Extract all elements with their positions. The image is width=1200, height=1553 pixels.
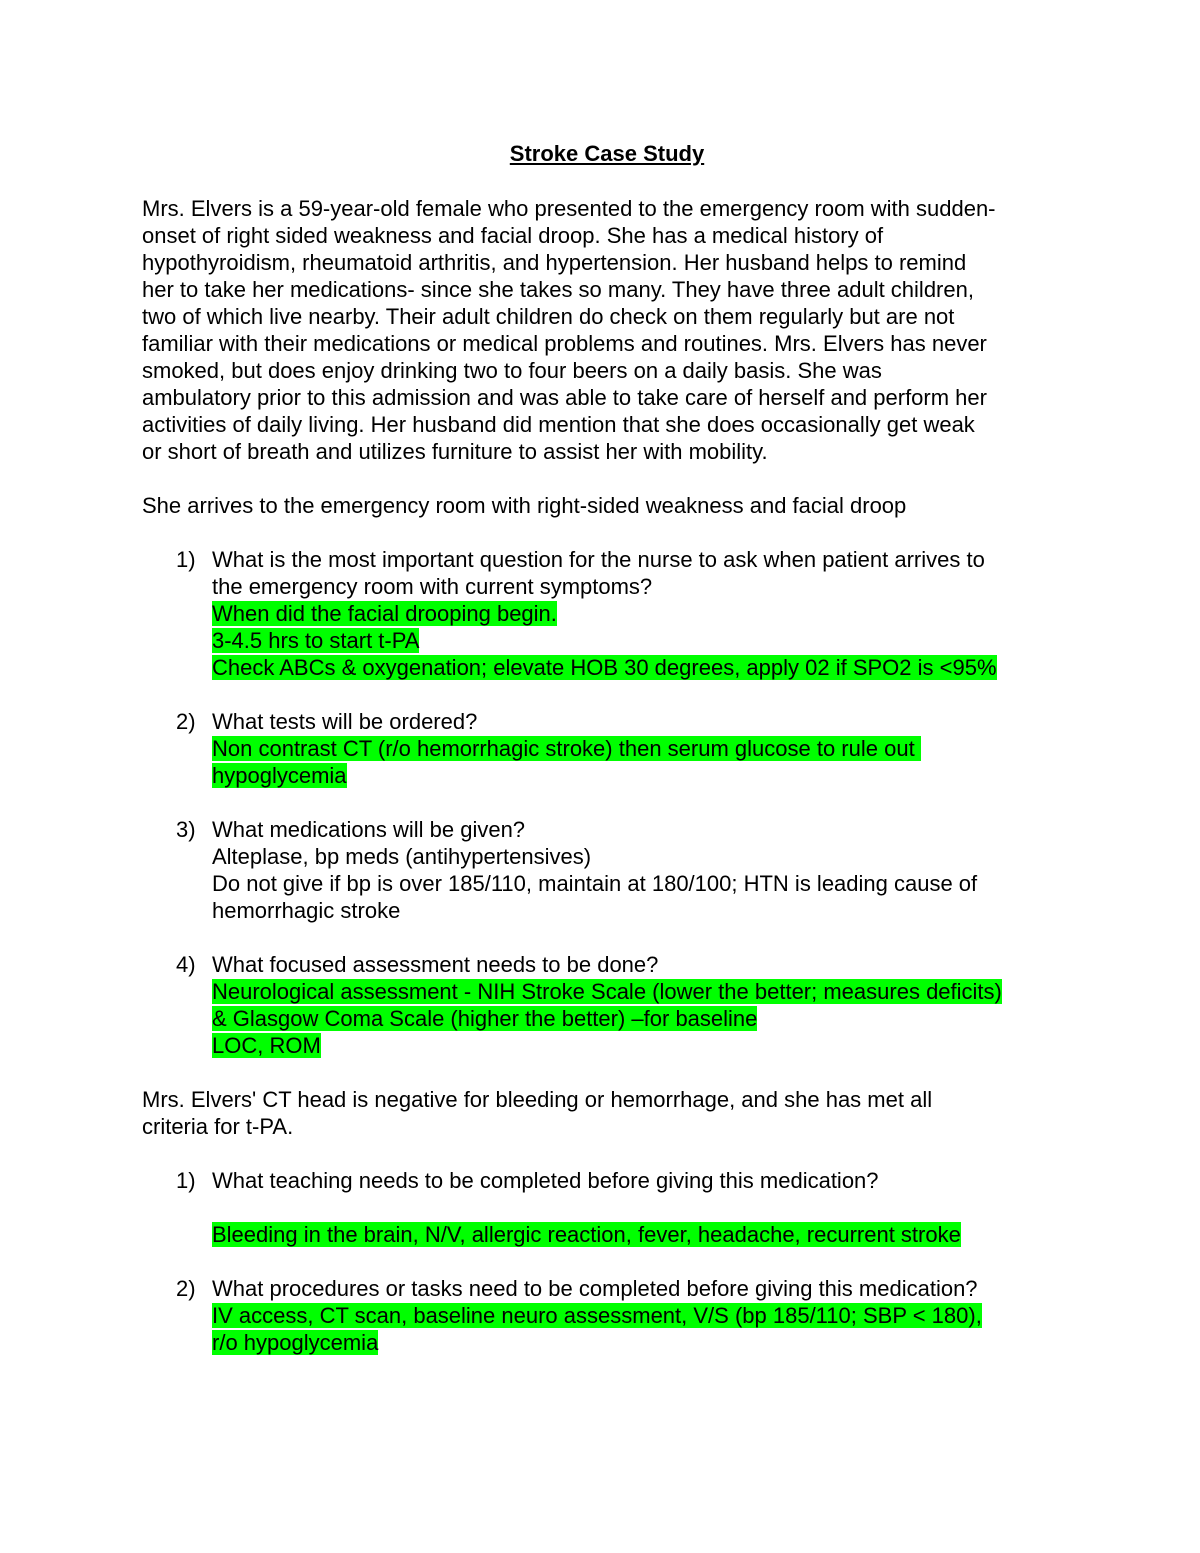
question-text: the emergency room with current symptoms? xyxy=(212,574,653,599)
answer-text: Do not give if bp is over 185/110, maintain at 180/100; HTN is leading cause of xyxy=(212,871,978,896)
question-text: What medications will be given? xyxy=(212,817,526,842)
question-text: What focused assessment needs to be done? xyxy=(212,952,659,977)
intro-line: hypothyroidism, rheumatoid arthritis, and hypertension. Her husband helps to remind xyxy=(142,250,967,275)
question-number: 3) xyxy=(176,817,196,842)
answer-text: r/o hypoglycemia xyxy=(212,1330,379,1355)
question-text: What teaching needs to be completed before giving this medication? xyxy=(212,1168,879,1193)
ct-line: Mrs. Elvers' CT head is negative for bleeding or hemorrhage, and she has met all xyxy=(142,1087,933,1112)
question-item xyxy=(142,951,1072,1059)
intro-line: or short of breath and utilizes furniture to assist her with mobility. xyxy=(142,439,768,464)
document-title: Stroke Case Study xyxy=(509,141,705,166)
question-text: What tests will be ordered? xyxy=(212,709,478,734)
answer-text: Neurological assessment - NIH Stroke Scale (lower the better; measures deficits) xyxy=(212,979,1002,1004)
intro-line: familiar with their medications or medical problems and routines. Mrs. Elvers has never xyxy=(142,331,987,356)
intro-line: ambulatory prior to this admission and was able to take care of herself and perform her xyxy=(142,385,987,410)
answer-text: When did the facial drooping begin. xyxy=(212,601,557,626)
document-page xyxy=(142,140,1072,1356)
question-text: What is the most important question for the nurse to ask when patient arrives to xyxy=(212,547,985,572)
answer-text: Check ABCs & oxygenation; elevate HOB 30 degrees, apply 02 if SPO2 is <95% xyxy=(212,655,997,680)
question-item xyxy=(142,546,1072,681)
intro-line: two of which live nearby. Their adult children do check on them regularly but are not xyxy=(142,304,955,329)
answer-text: hemorrhagic stroke xyxy=(212,898,401,923)
question-number: 1) xyxy=(176,547,196,572)
question-number: 2) xyxy=(176,709,196,734)
answer-text: LOC, ROM xyxy=(212,1033,321,1058)
answer-text: & Glasgow Coma Scale (higher the better) –for baseline xyxy=(212,1006,758,1031)
intro-paragraph xyxy=(142,195,1072,465)
arrival-paragraph: She arrives to the emergency room with right-sided weakness and facial droop xyxy=(142,493,907,518)
answer-text: 3-4.5 hrs to start t-PA xyxy=(212,628,420,653)
answer-text: IV access, CT scan, baseline neuro assessment, V/S (bp 185/110; SBP < 180), xyxy=(212,1303,982,1328)
intro-line: activities of daily living. Her husband did mention that she does occasionally get weak xyxy=(142,412,975,437)
question-text: What procedures or tasks need to be completed before giving this medication? xyxy=(212,1276,978,1301)
answer-text: Alteplase, bp meds (antihypertensives) xyxy=(212,844,592,869)
ct-paragraph xyxy=(142,1086,1072,1140)
question-number: 4) xyxy=(176,952,196,977)
question-item xyxy=(142,816,1072,924)
intro-line: her to take her medications- since she takes so many. They have three adult children, xyxy=(142,277,974,302)
answer-text: Bleeding in the brain, N/V, allergic reaction, fever, headache, recurrent stroke xyxy=(212,1222,961,1247)
question-item xyxy=(142,1275,1072,1356)
intro-line: smoked, but does enjoy drinking two to four beers on a daily basis. She was xyxy=(142,358,882,383)
question-number: 2) xyxy=(176,1276,196,1301)
intro-line: Mrs. Elvers is a 59-year-old female who presented to the emergency room with sudden- xyxy=(142,196,996,221)
intro-line: onset of right sided weakness and facial droop. She has a medical history of xyxy=(142,223,884,248)
answer-text: Non contrast CT (r/o hemorrhagic stroke) then serum glucose to rule out xyxy=(212,736,921,761)
question-item xyxy=(142,1167,1072,1248)
answer-text: hypoglycemia xyxy=(212,763,347,788)
ct-line: criteria for t-PA. xyxy=(142,1114,294,1139)
question-item xyxy=(142,708,1072,789)
question-number: 1) xyxy=(176,1168,196,1193)
